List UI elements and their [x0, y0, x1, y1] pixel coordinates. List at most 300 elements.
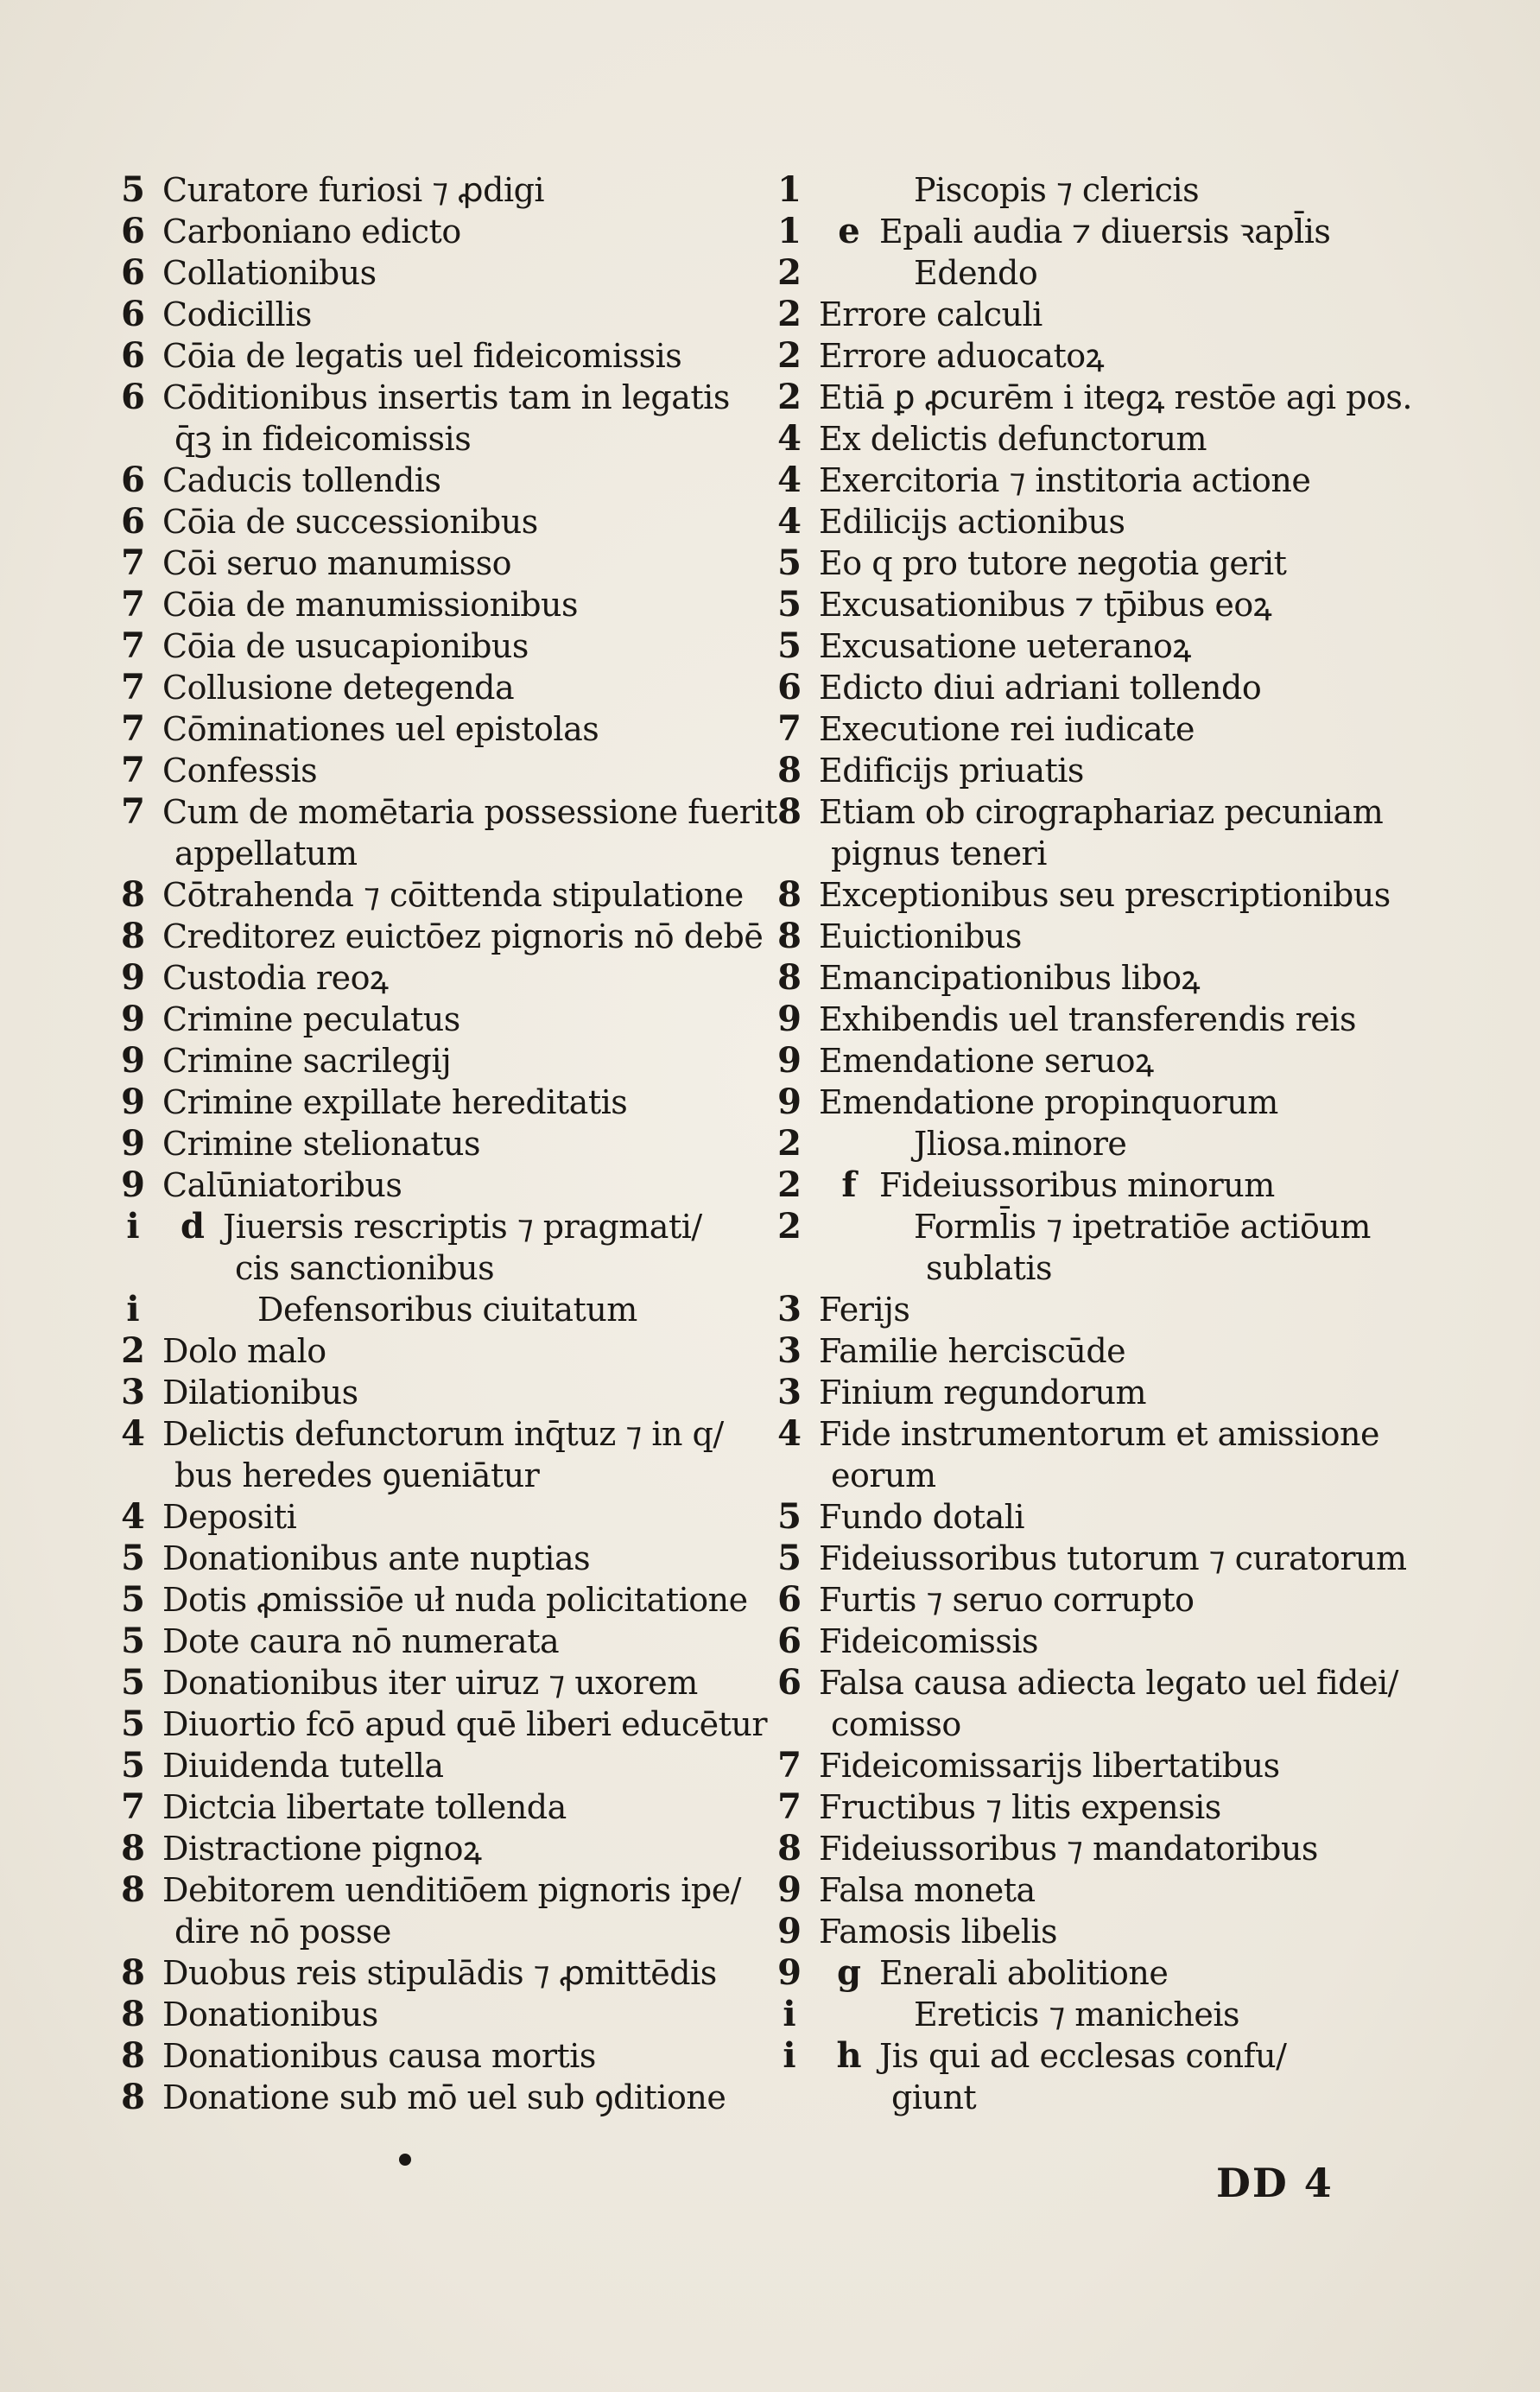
- entry-title: [819, 1123, 1434, 1164]
- index-entry: [104, 1082, 769, 1123]
- entry-title-line: Debitorem uenditiōem pignoris ipe/: [162, 1871, 741, 1909]
- entry-title-line: Jiuersis rescriptis ⁊ pragmati/: [223, 1208, 702, 1246]
- entry-title-line: Finium regundorum: [819, 1374, 1147, 1412]
- entry-number: 7: [121, 667, 145, 707]
- index-entry: [760, 1082, 1434, 1123]
- entry-title-line: Cōia de manumissionibus: [162, 586, 579, 624]
- entry-title: [162, 169, 769, 211]
- entry-title-line: Custodia reoꝝ: [162, 959, 389, 997]
- entry-title: [162, 377, 769, 460]
- index-entry: [104, 1413, 769, 1496]
- index-entry: [760, 501, 1434, 542]
- entry-title: [819, 584, 1434, 625]
- entry-title: [819, 1496, 1434, 1538]
- entry-title-line: Dolo malo: [162, 1332, 326, 1370]
- entry-number: 4: [121, 1413, 145, 1454]
- entry-number: 7: [777, 708, 802, 749]
- index-entry: [760, 377, 1434, 418]
- entry-title: [223, 1206, 769, 1289]
- entry-title: [819, 957, 1434, 999]
- entry-number: 4: [777, 501, 802, 542]
- entry-title-line: Dilationibus: [162, 1374, 358, 1412]
- index-entry: [760, 1206, 1434, 1289]
- entry-title: [819, 460, 1434, 501]
- entry-title-line: Falsa causa adiecta legato uel fidei/: [819, 1664, 1398, 1702]
- entry-number: 8: [777, 874, 802, 915]
- entry-title-line: Cum de momētaria possessione fuerit: [162, 793, 777, 831]
- entry-number: 6: [777, 1621, 802, 1661]
- entry-number: 6: [121, 335, 145, 376]
- entry-title-line: Fideiussoribus ⁊ mandatoribus: [819, 1830, 1318, 1868]
- index-entry: [104, 2077, 769, 2118]
- entry-title: [819, 1786, 1434, 1828]
- entry-number: 8: [121, 874, 145, 915]
- section-letter: h: [836, 2035, 862, 2076]
- index-entry: [760, 252, 1434, 294]
- entry-number: 7: [121, 1786, 145, 1827]
- entry-title-line: Emancipationibus liboꝝ: [819, 959, 1201, 997]
- entry-title: [819, 750, 1434, 791]
- entry-number: 2: [121, 1330, 145, 1371]
- entry-title: [819, 1994, 1434, 2035]
- index-entry: [104, 1704, 769, 1745]
- entry-title: [162, 667, 769, 708]
- entry-title-line: Exercitoria ⁊ institoria actione: [819, 461, 1311, 499]
- entry-continuation: pignus teneri: [831, 834, 1047, 872]
- section-letter: f: [841, 1164, 857, 1205]
- index-entry: [104, 625, 769, 667]
- entry-title-line: Edilicijs actionibus: [819, 503, 1125, 541]
- entry-title: [162, 1952, 769, 1994]
- entry-title: [819, 1040, 1434, 1082]
- index-entry: [760, 294, 1434, 335]
- entry-continuation: q̄ꝫ in fideicomissis: [174, 420, 472, 458]
- entry-title: [162, 1828, 769, 1869]
- entry-title-line: Cōia de legatis uel fideicomissis: [162, 337, 682, 375]
- entry-title-line: Fundo dotali: [819, 1498, 1025, 1536]
- index-entry: [760, 999, 1434, 1040]
- entry-title: [819, 377, 1434, 418]
- entry-title-line: Fideicomissarijs libertatibus: [819, 1747, 1280, 1785]
- entry-title-line: Exhibendis uel transferendis reis: [819, 1000, 1356, 1038]
- entry-title-line: Donationibus iter uiruz ⁊ uxorem: [162, 1664, 698, 1702]
- entry-number: 7: [121, 791, 145, 832]
- entry-number: 5: [777, 625, 802, 666]
- entry-title-line: Fideiussoribus minorum: [879, 1166, 1275, 1204]
- entry-title: [162, 625, 769, 667]
- entry-title-line: Cōi seruo manumisso: [162, 544, 511, 582]
- entry-title-line: Cōia de successionibus: [162, 503, 538, 541]
- entry-title: [162, 1786, 769, 1828]
- entry-title: [819, 1330, 1434, 1372]
- footer-dot: [399, 2154, 411, 2166]
- index-entry: [760, 791, 1434, 874]
- index-entry: [760, 874, 1434, 916]
- entry-title: [819, 1911, 1434, 1952]
- entry-title: [162, 791, 777, 874]
- index-entry: [104, 1496, 769, 1538]
- entry-title: [162, 584, 769, 625]
- entry-title: [162, 1869, 769, 1952]
- entry-title: [819, 708, 1434, 750]
- index-entry: [104, 1828, 769, 1869]
- entry-number: i: [783, 1994, 796, 2034]
- entry-title-line: Euictionibus: [819, 917, 1022, 955]
- entry-number: 6: [121, 211, 145, 251]
- index-entry: [104, 501, 769, 542]
- entry-title-line: Fideiussoribus tutorum ⁊ curatorum: [819, 1539, 1407, 1577]
- entry-title: [819, 1206, 1434, 1289]
- entry-number: 5: [777, 1538, 802, 1578]
- index-entry: [760, 1952, 1434, 1994]
- entry-continuation: dire nō posse: [174, 1913, 391, 1951]
- entry-title: [162, 1040, 769, 1082]
- section-letter: g: [837, 1952, 861, 1993]
- entry-number: 6: [121, 252, 145, 293]
- index-entry: [760, 1828, 1434, 1869]
- index-entry: [104, 169, 769, 211]
- entry-number: 7: [777, 1786, 802, 1827]
- index-entry: [104, 916, 769, 957]
- entry-number: 4: [777, 1413, 802, 1454]
- entry-title-line: Cōia de usucapionibus: [162, 627, 529, 665]
- entry-title: [162, 1745, 769, 1786]
- index-entry: [104, 708, 769, 750]
- entry-title-line: Excusationibus ⁊ tp̄ibus eoꝝ: [819, 586, 1272, 624]
- entry-title: [819, 169, 1434, 211]
- entry-title: [162, 1579, 769, 1621]
- index-entry: [760, 1538, 1434, 1579]
- entry-title: [162, 1662, 769, 1704]
- index-entry: [104, 1745, 769, 1786]
- entry-title-line: Edicto diui adriani tollendo: [819, 669, 1262, 707]
- entry-title: [162, 1413, 769, 1496]
- index-entry: [760, 211, 1434, 252]
- entry-number: 8: [121, 2035, 145, 2076]
- entry-number: 9: [121, 1040, 145, 1081]
- entry-number: 8: [777, 957, 802, 998]
- index-entry: [760, 1413, 1434, 1496]
- entry-number: 9: [121, 957, 145, 998]
- entry-title-line: Crimine peculatus: [162, 1000, 460, 1038]
- index-entry: [104, 1786, 769, 1828]
- entry-title: [162, 1289, 769, 1330]
- entry-title: [819, 1289, 1434, 1330]
- index-entry: [760, 667, 1434, 708]
- entry-title: [819, 667, 1434, 708]
- entry-title: [819, 999, 1434, 1040]
- entry-title-line: Jliosa.minore: [914, 1125, 1127, 1163]
- entry-title: [819, 418, 1434, 460]
- index-entry: [104, 2035, 769, 2077]
- entry-title: [819, 1538, 1434, 1579]
- entry-title-line: Fructibus ⁊ litis expensis: [819, 1788, 1221, 1826]
- entry-number: 9: [121, 1164, 145, 1205]
- entry-title: [819, 874, 1434, 916]
- entry-number: 3: [777, 1289, 802, 1329]
- entry-title-line: Ex delictis defunctorum: [819, 420, 1207, 458]
- index-entry: [104, 750, 769, 791]
- entry-title-line: Dotis ꝓmissiōe uł nuda policitatione: [162, 1581, 748, 1619]
- entry-number: 5: [121, 1621, 145, 1661]
- entry-title-line: Edificijs priuatis: [819, 752, 1084, 790]
- entry-number: 1: [777, 211, 802, 251]
- entry-title: [819, 1828, 1434, 1869]
- entry-continuation: appellatum: [174, 834, 358, 872]
- index-entry: [760, 1040, 1434, 1082]
- entry-title-line: Donationibus: [162, 1995, 378, 2034]
- entry-title-line: Forml̄is ⁊ ipetratiōe actiōum: [914, 1208, 1371, 1246]
- entry-title: [162, 2077, 769, 2118]
- entry-number: i: [783, 2035, 796, 2076]
- entry-number: 7: [121, 708, 145, 749]
- entry-number: 9: [777, 1911, 802, 1951]
- index-entry: [104, 1206, 769, 1289]
- entry-title-line: Fideicomissis: [819, 1622, 1038, 1660]
- entry-number: 5: [121, 169, 145, 210]
- entry-number: 9: [121, 999, 145, 1039]
- entry-title-line: Donationibus causa mortis: [162, 2037, 596, 2075]
- entry-title-line: Calūniatoribus: [162, 1166, 402, 1204]
- entry-number: 3: [121, 1372, 145, 1412]
- entry-title-line: Etiā ꝑ ꝓcurēm i itegꝝ restōe agi pos.: [819, 378, 1412, 416]
- index-entry: [104, 252, 769, 294]
- entry-title-line: Emendatione seruoꝝ: [819, 1042, 1154, 1080]
- entry-number: 2: [777, 252, 802, 293]
- index-entry: [760, 584, 1434, 625]
- entry-title: [162, 211, 769, 252]
- entry-title: [819, 1579, 1434, 1621]
- index-entry: [760, 1496, 1434, 1538]
- entry-title: [162, 501, 769, 542]
- entry-number: 5: [777, 1496, 802, 1537]
- index-entry: [104, 377, 769, 460]
- entry-title: [819, 542, 1434, 584]
- index-entry: [104, 667, 769, 708]
- entry-title-line: Creditorez euictōez pignoris nō debē: [162, 917, 764, 955]
- section-letter: d: [181, 1206, 205, 1247]
- index-entry: [104, 294, 769, 335]
- entry-number: 8: [121, 1869, 145, 1910]
- entry-title-line: Falsa moneta: [819, 1871, 1036, 1909]
- entry-continuation: cis sanctionibus: [235, 1249, 495, 1287]
- entry-title: [162, 874, 769, 916]
- entry-title-line: Carboniano edicto: [162, 213, 461, 251]
- index-entry: [760, 1662, 1434, 1745]
- right-index-column: [760, 169, 1434, 2118]
- index-entry: [760, 1330, 1434, 1372]
- entry-number: 8: [121, 1952, 145, 1993]
- entry-number: 7: [121, 542, 145, 583]
- index-entry: [104, 542, 769, 584]
- entry-number: 8: [121, 1828, 145, 1869]
- entry-number: 9: [777, 1040, 802, 1081]
- entry-title-line: Piscopis ⁊ clericis: [914, 171, 1200, 209]
- entry-title-line: Diuidenda tutella: [162, 1747, 444, 1785]
- entry-continuation: sublatis: [926, 1249, 1053, 1287]
- entry-title: [162, 252, 769, 294]
- index-entry: [760, 1911, 1434, 1952]
- entry-number: 6: [121, 294, 145, 334]
- entry-title: [819, 1869, 1434, 1911]
- signature-mark: DD 4: [1216, 2160, 1334, 2206]
- entry-title: [162, 1496, 769, 1538]
- entry-title: [162, 1164, 769, 1206]
- entry-title: [162, 1330, 769, 1372]
- entry-number: 8: [777, 1828, 802, 1869]
- entry-title-line: Collationibus: [162, 254, 377, 292]
- entry-title-line: Donationibus ante nuptias: [162, 1539, 591, 1577]
- entry-title: [819, 791, 1434, 874]
- entry-number: 4: [121, 1496, 145, 1537]
- entry-number: 5: [777, 584, 802, 625]
- entry-title: [162, 1372, 769, 1413]
- entry-title: [162, 999, 769, 1040]
- entry-title: [819, 501, 1434, 542]
- entry-number: 6: [777, 1662, 802, 1703]
- entry-number: 8: [777, 791, 802, 832]
- entry-title: [819, 916, 1434, 957]
- entry-title: [819, 1745, 1434, 1786]
- entry-title: [162, 957, 769, 999]
- entry-title-line: Collusione detegenda: [162, 669, 515, 707]
- index-entry: [104, 791, 777, 874]
- index-entry: [104, 874, 769, 916]
- entry-title-line: Caducis tollendis: [162, 461, 441, 499]
- entry-title-line: Famosis libelis: [819, 1913, 1058, 1951]
- entry-title-line: Cōminationes uel epistolas: [162, 710, 599, 748]
- entry-title: [879, 2035, 1434, 2118]
- entry-number: i: [126, 1206, 140, 1247]
- entry-title: [162, 1994, 769, 2035]
- index-entry: [104, 999, 769, 1040]
- entry-title-line: Crimine expillate hereditatis: [162, 1083, 628, 1121]
- entry-number: 5: [121, 1745, 145, 1786]
- index-entry: [104, 335, 769, 377]
- entry-number: 8: [121, 1994, 145, 2034]
- entry-continuation: giunt: [891, 2078, 977, 2116]
- entry-title: [879, 211, 1434, 252]
- entry-number: 4: [777, 418, 802, 459]
- entry-title-line: Diuortio fcō apud quē liberi educētur: [162, 1705, 768, 1743]
- index-entry: [104, 1330, 769, 1372]
- entry-number: 7: [777, 1745, 802, 1786]
- left-index-column: [104, 169, 777, 2118]
- entry-title: [819, 1413, 1434, 1496]
- index-entry: [104, 1289, 769, 1330]
- entry-title: [162, 542, 769, 584]
- entry-number: 6: [121, 460, 145, 500]
- entry-number: 9: [777, 999, 802, 1039]
- index-entry: [760, 1123, 1434, 1164]
- entry-title: [819, 1662, 1434, 1745]
- entry-title-line: Delictis defunctorum inq̄tuz ⁊ in q/: [162, 1415, 724, 1453]
- entry-number: 9: [777, 1082, 802, 1122]
- entry-number: 5: [121, 1538, 145, 1578]
- entry-number: 8: [121, 916, 145, 956]
- index-entry: [760, 418, 1434, 460]
- entry-number: 9: [121, 1082, 145, 1122]
- index-entry: [104, 211, 769, 252]
- entry-title-line: Fide instrumentorum et amissione: [819, 1415, 1380, 1453]
- entry-title: [819, 1372, 1434, 1413]
- index-entry: [104, 1579, 769, 1621]
- entry-title-line: Depositi: [162, 1498, 297, 1536]
- entry-number: 5: [121, 1704, 145, 1744]
- index-entry: [104, 1123, 769, 1164]
- entry-number: 5: [121, 1579, 145, 1620]
- index-entry: [760, 2035, 1434, 2118]
- entry-title-line: Emendatione propinquorum: [819, 1083, 1278, 1121]
- entry-title: [162, 750, 769, 791]
- index-entry: [760, 169, 1434, 211]
- entry-number: 7: [121, 625, 145, 666]
- entry-number: i: [126, 1289, 140, 1329]
- index-entry: [760, 750, 1434, 791]
- index-entry: [760, 1869, 1434, 1911]
- index-entry: [760, 1745, 1434, 1786]
- entry-title-line: Confessis: [162, 752, 318, 790]
- entry-number: 2: [777, 1164, 802, 1205]
- entry-number: 5: [777, 542, 802, 583]
- entry-number: 2: [777, 294, 802, 334]
- entry-title-line: Cōditionibus insertis tam in legatis: [162, 378, 730, 416]
- entry-title: [162, 916, 769, 957]
- entry-title: [162, 1123, 769, 1164]
- entry-title-line: Curatore furiosi ⁊ ꝓdigi: [162, 171, 545, 209]
- entry-title-line: Distractione pignoꝝ: [162, 1830, 482, 1868]
- entry-title-line: Executione rei iudicate: [819, 710, 1195, 748]
- entry-number: 6: [121, 501, 145, 542]
- index-entry: [104, 1869, 769, 1952]
- entry-number: 2: [777, 377, 802, 417]
- entry-title-line: Dictcia libertate tollenda: [162, 1788, 567, 1826]
- index-entry: [104, 1994, 769, 2035]
- entry-title-line: Codicillis: [162, 295, 312, 333]
- index-entry: [104, 1662, 769, 1704]
- entry-title: [819, 625, 1434, 667]
- entry-title-line: Errore calculi: [819, 295, 1043, 333]
- entry-title-line: Excusatione ueteranoꝝ: [819, 627, 1191, 665]
- entry-title: [162, 1082, 769, 1123]
- entry-title-line: Crimine stelionatus: [162, 1125, 480, 1163]
- entry-title: [162, 1704, 769, 1745]
- section-letter: e: [838, 211, 860, 251]
- index-entry: [104, 1164, 769, 1206]
- index-entry: [104, 1538, 769, 1579]
- index-entry: [760, 625, 1434, 667]
- index-entry: [104, 957, 769, 999]
- index-entry: [760, 1164, 1434, 1206]
- index-entry: [104, 1040, 769, 1082]
- entry-title-line: Defensoribus ciuitatum: [257, 1291, 637, 1329]
- entry-number: 2: [777, 1123, 802, 1164]
- entry-title: [162, 2035, 769, 2077]
- index-entry: [760, 335, 1434, 377]
- entry-title: [819, 1082, 1434, 1123]
- entry-title: [162, 460, 769, 501]
- entry-title: [819, 335, 1434, 377]
- entry-title: [162, 1538, 769, 1579]
- entry-title-line: Eo q pro tutore negotia gerit: [819, 544, 1287, 582]
- index-entry: [760, 1289, 1434, 1330]
- entry-title-line: Edendo: [914, 254, 1038, 292]
- entry-title: [819, 252, 1434, 294]
- entry-title-line: Etiam ob cirographariaz pecuniam: [819, 793, 1384, 831]
- entry-title-line: Epali audia ⁊ diuersis ꝛapl̄is: [879, 213, 1331, 251]
- index-entry: [104, 1621, 769, 1662]
- entry-title-line: Cōtrahenda ⁊ cōittenda stipulatione: [162, 876, 744, 914]
